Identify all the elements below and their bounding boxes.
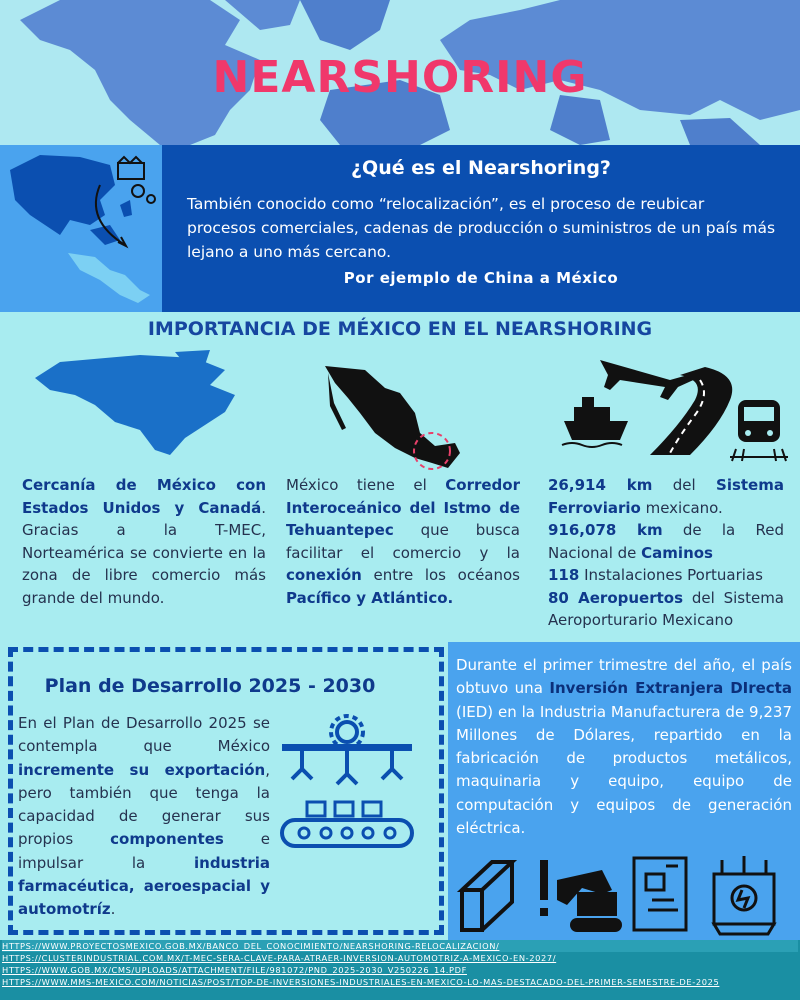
what-is-heading: ¿Qué es el Nearshoring? (351, 157, 611, 179)
north-america-map-icon (20, 350, 270, 460)
ied-section (448, 642, 800, 940)
source-link[interactable]: HTTPS://WWW.PROYECTOSMEXICO.GOB.MX/BANCO_DEL_CONOCIMIENTO/NEARSHORING-RELOCALIZACION/ (2, 940, 798, 952)
what-is-description: También conocido como “relocalización”, es el proceso de reubicar procesos comerciales, cadenas de producción o suministros de un país más lejano a uno más cercano. (187, 195, 776, 261)
train-icon (730, 400, 788, 461)
what-is-section (0, 145, 800, 312)
isthmus-corridor-text: México tiene el Corredor Interoceánico del Istmo de Tehuantepec que busca facilitar el comercio y la conexión entre los océanos Pacífico y Atlántico. (286, 476, 520, 607)
what-is-example: Por ejemplo de China a México (343, 269, 619, 287)
mexico-map-icon (320, 358, 470, 473)
source-link[interactable]: HTTPS://WWW.GOB.MX/CMS/UPLOADS/ATTACHMENT/FILE/981072/PND_2025-2030_V250226_14.PDF (2, 965, 467, 975)
infrastructure-text: 26,914 km del Sistema Ferroviario mexicano. 916,078 km de la Red Nacional de Caminos 118 Instalaciones Portuarias 80 Aeropuertos del Sistema Aeroporturario Mexicano (548, 476, 784, 629)
importance-heading: IMPORTANCIA DE MÉXICO EN EL NEARSHORING (147, 318, 653, 340)
airplane-icon (600, 360, 700, 400)
ied-text: Durante el primer trimestre del año, el país obtuvo una Inversión Extranjera DIrecta (IED) en la Industria Manufacturera de 9,237 Millones de Dólares, repartido en la fabricación de productos metálicos, maquinaria y equipo, equipo de computación y equipos de generación eléctrica. (456, 656, 792, 838)
production-line-icon (272, 714, 422, 854)
page-title: NEARSHORING (212, 52, 588, 103)
proximity-text: Cercanía de México con Estados Unidos y Canadá. Gracias a la T-MEC, Norteamérica se convierte en la zona de libre comercio más grande del mundo. (22, 476, 266, 607)
source-link[interactable]: HTTPS://CLUSTERINDUSTRIAL.COM.MX/T-MEC-SERA-CLAVE-PARA-ATRAER-INVERSION-AUTOMOTRIZ-A-MEXICO-EN-2027/ (2, 953, 557, 963)
plan-text: En el Plan de Desarrollo 2025 se contempla que México incremente su exportación, pero también que tenga la capacidad de generar sus propios componentes e impulsar la industria farmacéutica, aeroespacial y automotríz. (18, 714, 270, 919)
source-link[interactable]: HTTPS://WWW.MMS-MEXICO.COM/NOTICIAS/POST/TOP-DE-INVERSIONES-INDUSTRIALES-EN-MEXICO-LO-MAS-DESTACADO-DEL-PRIMER-SEMESTRE-DE-2025 (2, 977, 720, 987)
sources-list (0, 940, 800, 1000)
plan-heading: Plan de Desarrollo 2025 - 2030 (44, 675, 376, 697)
transport-infrastructure-icon (560, 345, 800, 465)
relocation-illustration (0, 145, 162, 312)
excavator-icon (540, 860, 622, 932)
circuit-board-icon (634, 858, 686, 930)
china-to-mexico-icon (0, 145, 162, 312)
industry-icons (452, 850, 798, 938)
electric-transformer-icon (714, 856, 774, 934)
metal-beam-icon (462, 862, 512, 930)
ship-icon (562, 397, 628, 447)
header-banner (0, 0, 800, 145)
